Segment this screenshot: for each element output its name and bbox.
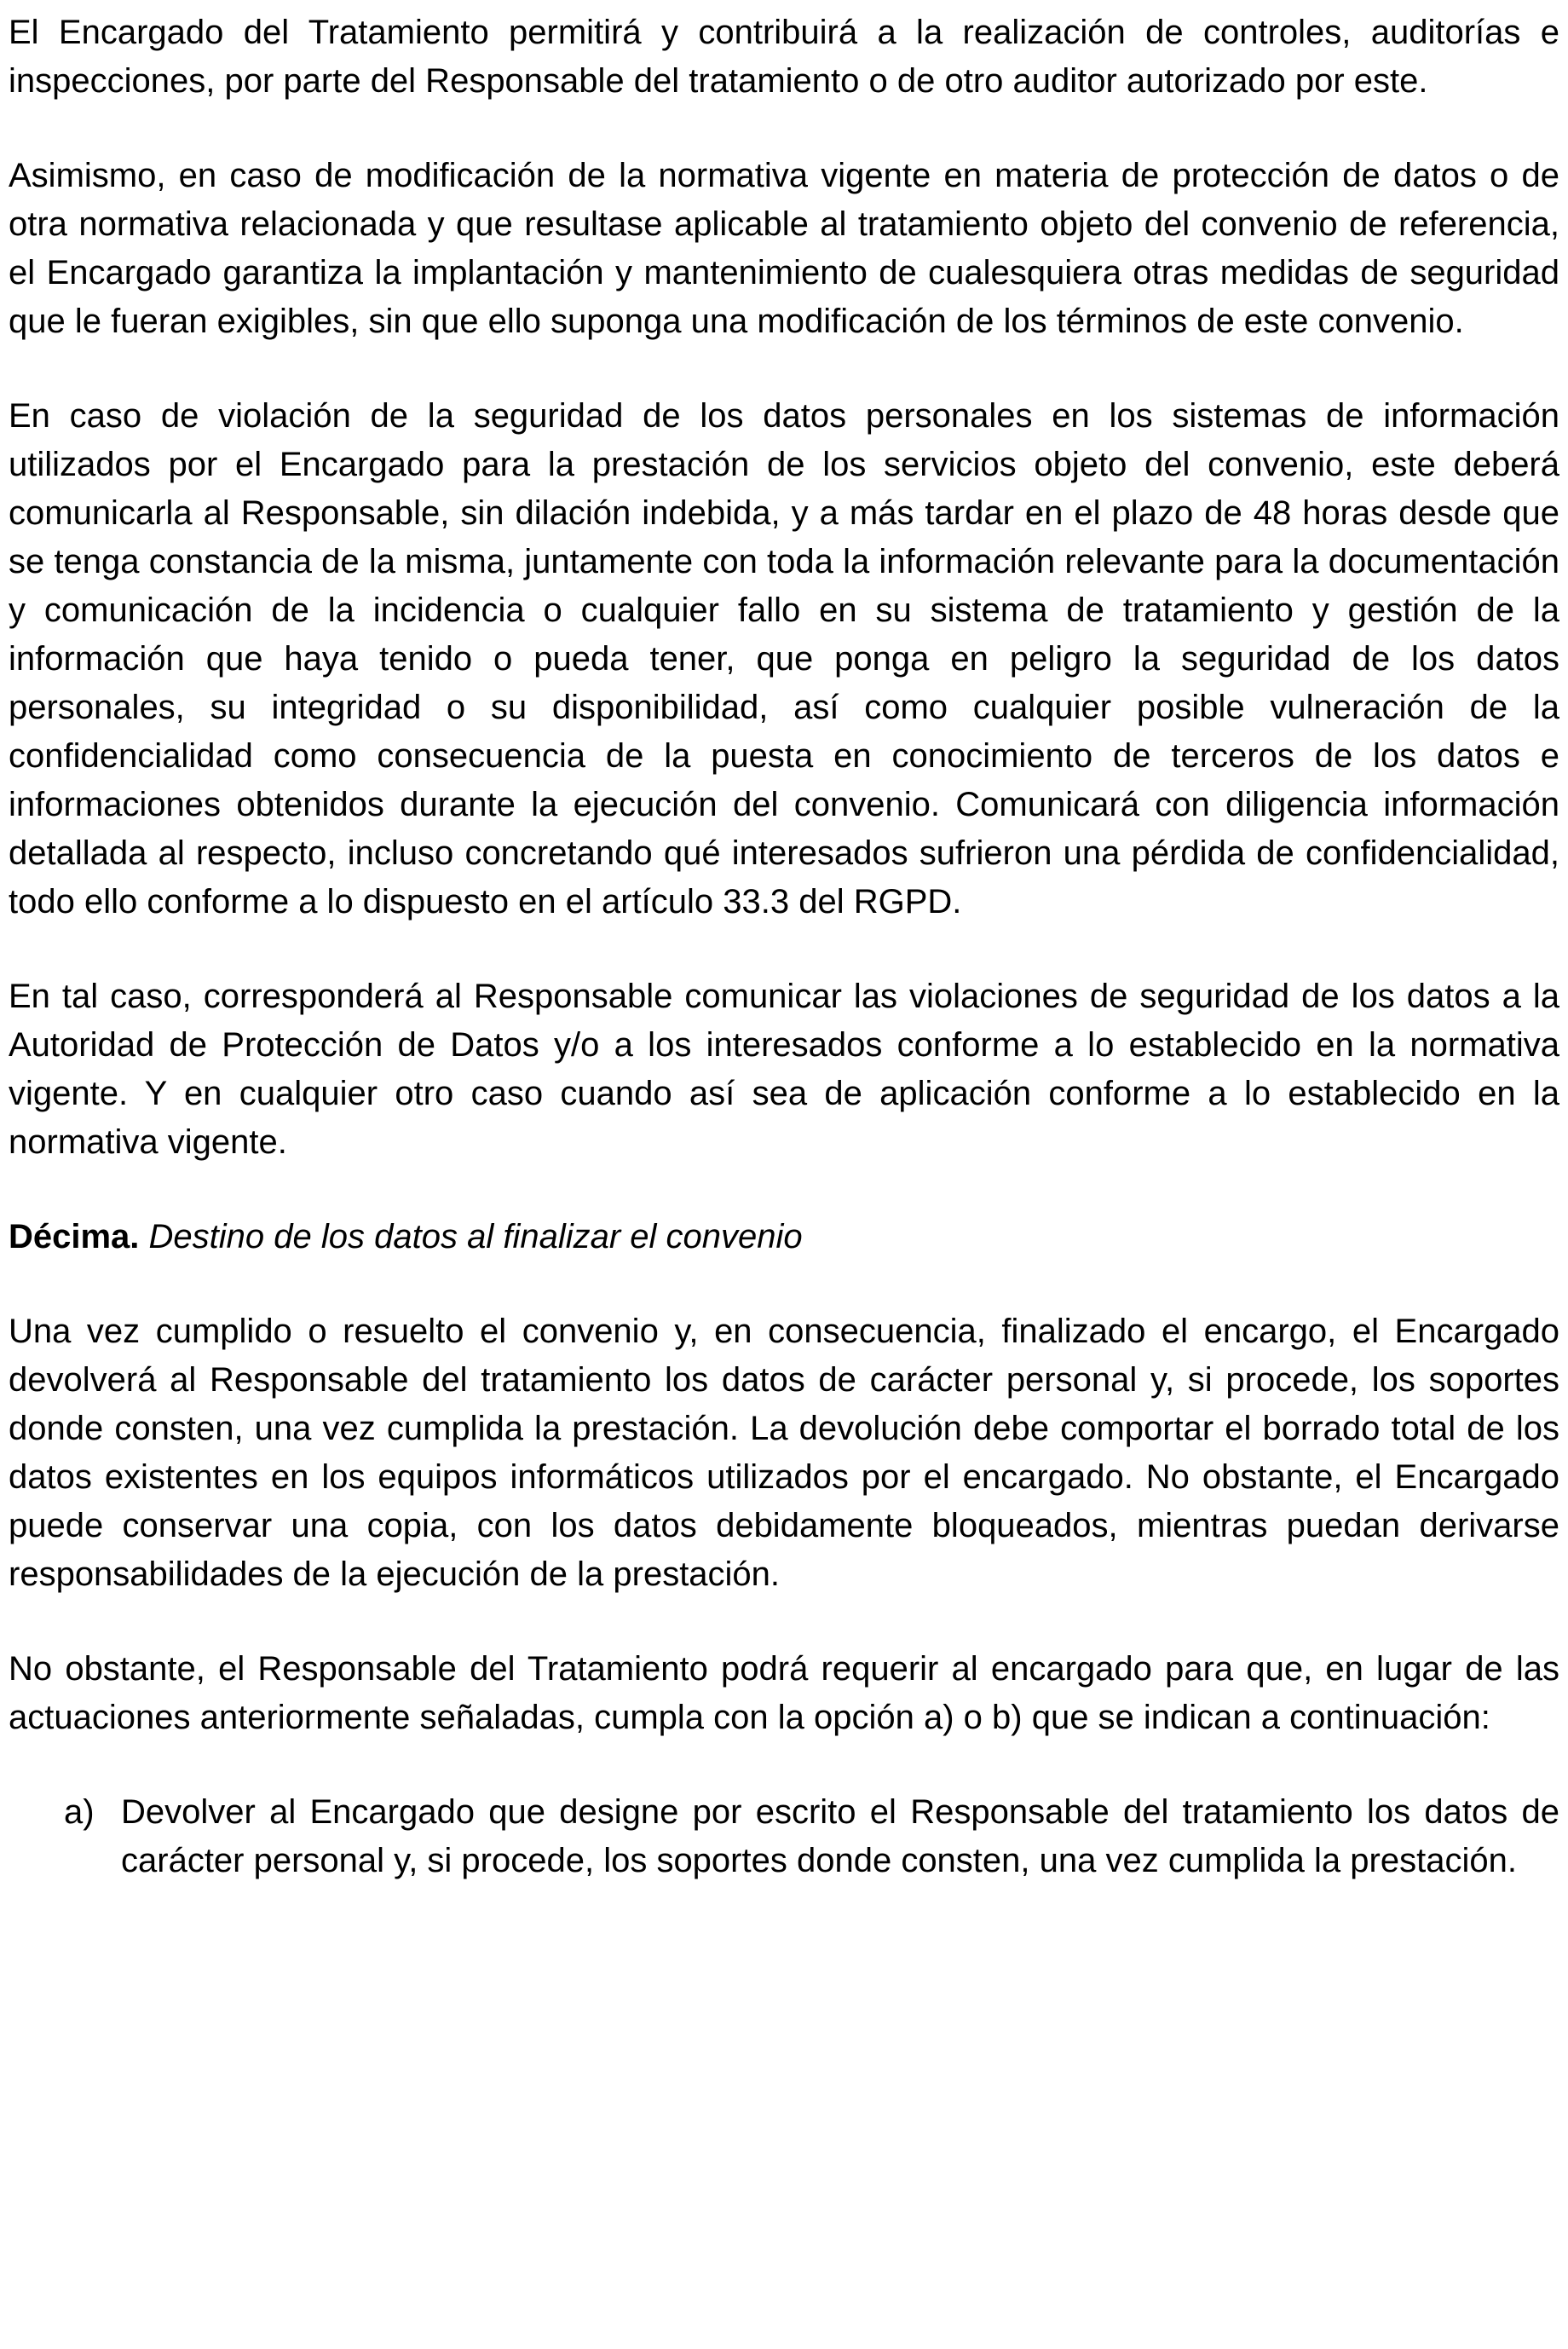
section-number: Décima. (9, 1218, 140, 1255)
paragraph-normativa-modificacion: Asimismo, en caso de modificación de la normativa vigente en materia de protección de datos o de otra normativa relacionada y que resultase aplicable al tratamiento objeto del convenio de referencia, el Encargado garantiza la implantación y mantenimiento de cualesquiera otras medidas de seguridad que le fueran exigibles, sin que ello suponga una modificación de los términos de este convenio. (9, 157, 1559, 340)
paragraph-violacion-seguridad: En caso de violación de la seguridad de los datos personales en los sistemas de información utilizados por el Encargado para la prestación de los servicios objeto del convenio, este deberá comunicarla al Responsable, sin dilación indebida, y a más tardar en el plazo de 48 horas desde que se tenga constancia de la misma, juntamente con toda la información relevante para la documentación y comunicación de la incidencia o cualquier fallo en su sistema de tratamiento y gestión de la información que haya tenido o pueda tener, que ponga en peligro la seguridad de los datos personales, su integridad o su disponibilidad, así como cualquier posible vulneración de la confidencialidad como consecuencia de la puesta en conocimiento de terceros de los datos e informaciones obtenidos durante la ejecución del convenio. Comunicará con diligencia información detallada al respecto, incluso concretando qué interesados sufrieron una pérdida de confidencialidad, todo ello conforme a lo dispuesto en el artículo 33.3 del RGPD. (9, 397, 1559, 921)
paragraph-audits-inspections: El Encargado del Tratamiento permitirá y contribuirá a la realización de controles, auditorías e inspecciones, por parte del Responsable del tratamiento o de otro auditor autorizado por este. (9, 14, 1559, 100)
paragraph-comunicacion-autoridad: En tal caso, corresponderá al Responsable comunicar las violaciones de seguridad de los datos a la Autoridad de Protección de Datos y/o a los interesados conforme a lo establecido en la normativa vigente. Y en cualquier otro caso cuando así sea de aplicación conforme a lo establecido en la normativa vigente. (9, 978, 1559, 1161)
section-heading-decima (9, 1213, 1559, 1261)
list-item-a (9, 1788, 1559, 1885)
list-text-a: Devolver al Encargado que designe por escrito el Responsable del tratamiento los datos de carácter personal y, si procede, los soportes donde consten, una vez cumplida la prestación. (121, 1793, 1559, 1879)
paragraph-devolucion-datos: Una vez cumplido o resuelto el convenio y, en consecuencia, finalizado el encargo, el Encargado devolverá al Responsable del tratamiento los datos de carácter personal y, si procede, los soportes donde consten, una vez cumplida la prestación. La devolución debe comportar el borrado total de los datos existentes en los equipos informáticos utilizados por el encargado. No obstante, el Encargado puede conservar una copia, con los datos debidamente bloqueados, mientras puedan derivarse responsabilidades de la ejecución de la prestación. (9, 1313, 1559, 1593)
paragraph-requerimiento-opciones: No obstante, el Responsable del Tratamiento podrá requerir al encargado para que, en lugar de las actuaciones anteriormente señaladas, cumpla con la opción a) o b) que se indican a continuación: (9, 1650, 1559, 1736)
section-title: Destino de los datos al finalizar el convenio (148, 1218, 803, 1255)
list-marker-a: a) (64, 1793, 95, 1831)
